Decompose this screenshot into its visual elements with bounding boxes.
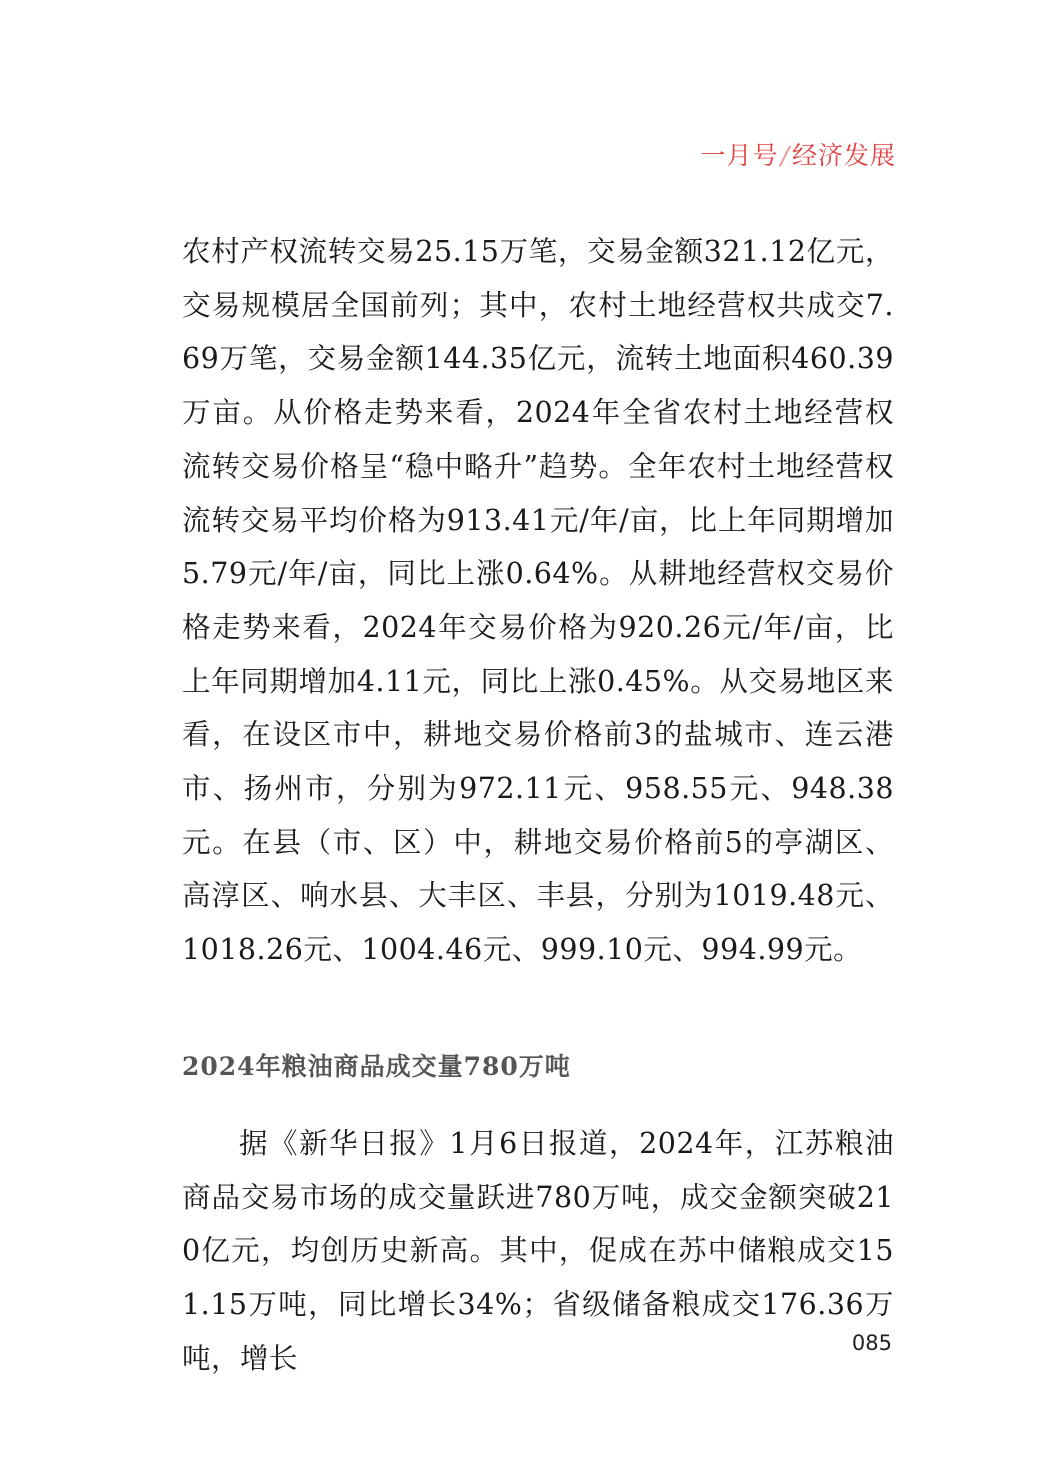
header-separator: / [780, 141, 790, 170]
running-header [701, 136, 896, 172]
header-section: 经济发展 [791, 141, 896, 170]
page-number: 085 [851, 1331, 892, 1355]
section-paragraph: 据《新华日报》1月6日报道，2024年，江苏粮油商品交易市场的成交量跃进780万吨，成交金额突破210亿元，均创历史新高。其中，促成在苏中储粮成交151.15万吨，同比增长34%；省级储备粮成交176.36万吨，增长 [182, 1126, 894, 1375]
section-heading: 2024年粮油商品成交量780万吨 [182, 1051, 571, 1081]
body-paragraph: 农村产权流转交易25.15万笔，交易金额321.12亿元，交易规模居全国前列；其中，农村土地经营权共成交7.69万笔，交易金额144.35亿元，流转土地面积460.39万亩。从价格走势来看，2024年全省农村土地经营权流转交易价格呈“稳中略升”趋势。全年农村土地经营权流转交易平均价格为913.41元/年/亩，比上年同期增加5.79元/年/亩，同比上涨0.64%。从耕地经营权交易价格走势来看，2024年交易价格为920.26元/年/亩，比上年同期增加4.11元，同比上涨0.45%。从交易地区来看，在设区市中，耕地交易价格前3的盐城市、连云港市、扬州市，分别为972.11元、958.55元、948.38元。在县（市、区）中，耕地交易价格前5的亭湖区、高淳区、响水县、大丰区、丰县，分别为1019.48元、1018.26元、1004.46元、999.10元、994.99元。 [182, 235, 894, 967]
article-body [182, 225, 894, 1385]
header-issue: 一月号 [700, 141, 779, 170]
